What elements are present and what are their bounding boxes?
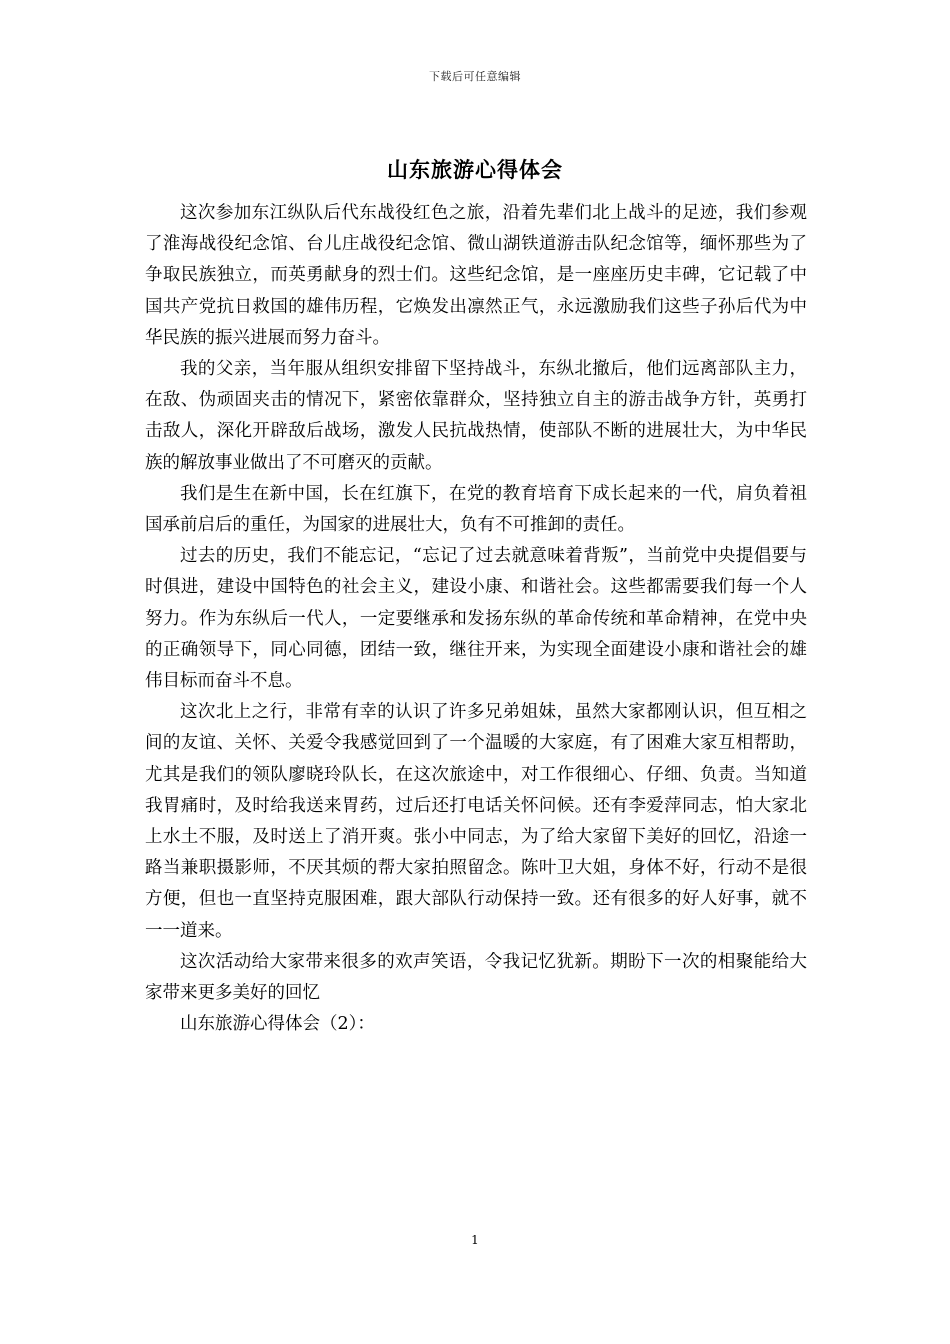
- page-header: 下载后可任意编辑: [429, 70, 521, 83]
- paragraph: 我的父亲，当年服从组织安排留下坚持战斗，东纵北撤后，他们远离部队主力，在敌、伪顽固夹击的情况下，紧密依靠群众，坚持独立自主的游击战争方针，英勇打击敌人，深化开辟敌后战场，激发人民抗战热情，使部队不断的进展壮大，为中华民族的解放事业做出了不可磨灭的贡献。: [145, 359, 807, 473]
- page-number: 1: [471, 1233, 479, 1247]
- paragraph: 我们是生在新中国，长在红旗下，在党的教育培育下成长起来的一代，肩负着祖国承前启后的重任，为国家的进展壮大，负有不可推卸的责任。: [145, 483, 807, 536]
- paragraph: 这次北上之行，非常有幸的认识了许多兄弟姐妹，虽然大家都刚认识，但互相之间的友谊、关怀、关爱令我感觉回到了一个温暖的大家庭，有了困难大家互相帮助，尤其是我们的领队廖晓玲队长，在这次旅途中，对工作很细心、仔细、负责。当知道我胃痛时，及时给我送来胃药，过后还打电话关怀问候。还有李爱萍同志，怕大家北上水土不服，及时送上了消开爽。张小中同志，为了给大家留下美好的回忆，沿途一路当兼职摄影师，不厌其烦的帮大家拍照留念。陈叶卫大姐，身体不好，行动不是很方便，但也一直坚持克服困难，跟大部队行动保持一致。还有很多的好人好事，就不一一道来。: [145, 702, 807, 941]
- paragraph: 这次活动给大家带来很多的欢声笑语，令我记忆犹新。期盼下一次的相聚能给大家带来更多美好的回忆: [145, 951, 807, 1004]
- paragraph: 山东旅游心得体会（2）：: [180, 1014, 375, 1035]
- paragraph: 过去的历史，我们不能忘记，“忘记了过去就意味着背叛”，当前党中央提倡要与时俱进，建设中国特色的社会主义，建设小康、和谐社会。这些都需要我们每一个人努力。作为东纵后一代人，一定要继承和发扬东纵的革命传统和革命精神，在党中央的正确领导下，同心同德，团结一致，继往开来，为实现全面建设小康和谐社会的雄伟目标而奋斗不息。: [145, 546, 807, 692]
- paragraph: 这次参加东江纵队后代东战役红色之旅，沿着先辈们北上战斗的足迹，我们参观了淮海战役纪念馆、台儿庄战役纪念馆、微山湖铁道游击队纪念馆等，缅怀那些为了争取民族独立，而英勇献身的烈士们。这些纪念馆，是一座座历史丰碑，它记载了中国共产党抗日救国的雄伟历程，它焕发出凛然正气，永远激励我们这些子孙后代为中华民族的振兴进展而努力奋斗。: [145, 203, 807, 348]
- document-title: 山东旅游心得体会: [387, 157, 563, 182]
- document-body: [145, 198, 807, 1040]
